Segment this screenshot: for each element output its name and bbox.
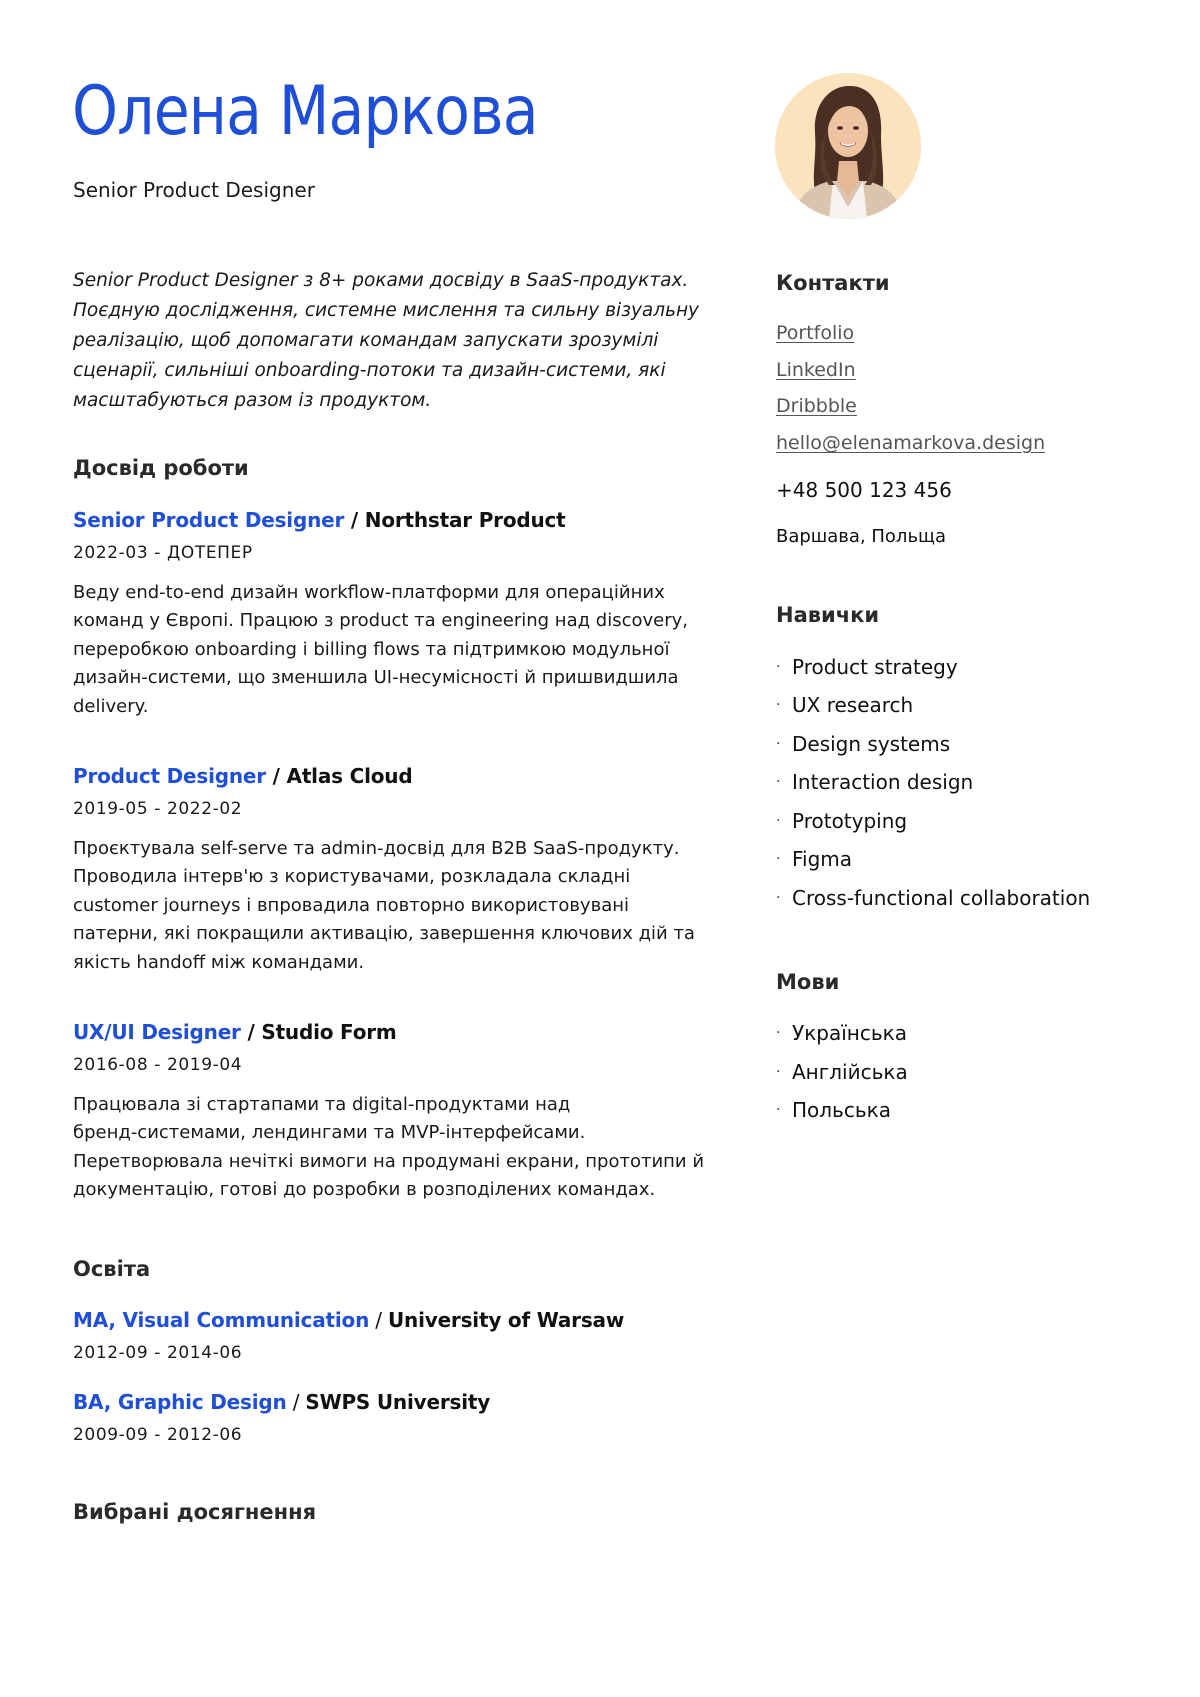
skill-label: Figma (792, 847, 853, 871)
profile-summary (73, 266, 713, 416)
skill-label: Product strategy (792, 655, 958, 679)
contacts-heading: Контакти (776, 271, 890, 295)
skill-label: Cross-functional collaboration (792, 886, 1091, 910)
bullet-icon: · (776, 1025, 781, 1041)
job-company: Atlas Cloud (286, 764, 413, 788)
desc-line: customer journeys і впровадила повторно використовувані (73, 894, 629, 916)
job-dates: 2022-03 - ДОТЕПЕР (73, 543, 253, 563)
education-dates: 2012-09 - 2014-06 (73, 1343, 243, 1363)
skills-heading: Навички (776, 603, 880, 627)
linkedin-link[interactable]: LinkedIn (776, 359, 856, 381)
education-title (73, 1308, 624, 1332)
job-title (73, 508, 566, 532)
edu-separator: / (369, 1308, 388, 1332)
job-company: Northstar Product (364, 508, 566, 532)
desc-line: переробкою onboarding і billing flows та підтримкою модульної (73, 638, 670, 660)
avatar-portrait-icon (775, 73, 921, 219)
desc-line: патерни, які покращили активацію, завершення ключових дій та (73, 923, 695, 945)
job-role: Senior Product Designer (73, 508, 345, 532)
job-description (73, 579, 723, 721)
bullet-icon: · (776, 697, 781, 713)
degree: BA, Graphic Design (73, 1390, 287, 1414)
summary-line: реалізацію, щоб допомагати командам запускати зрозумілі (73, 329, 659, 351)
skill-label: Design systems (792, 732, 951, 756)
skill-item (776, 886, 1090, 910)
job-role: UX/UI Designer (73, 1020, 241, 1044)
school: University of Warsaw (388, 1308, 625, 1332)
summary-line: масштабуються разом із продуктом. (73, 389, 432, 411)
school: SWPS University (305, 1390, 491, 1414)
bullet-icon: · (776, 890, 781, 906)
bullet-icon: · (776, 1064, 781, 1080)
summary-line: Senior Product Designer з 8+ роками досвіду в SaaS-продуктах. (73, 270, 689, 291)
education-heading: Освіта (73, 1257, 151, 1281)
education-title (73, 1390, 490, 1414)
language-item (776, 1060, 908, 1084)
dribbble-link[interactable]: Dribbble (776, 395, 857, 417)
summary-line: Поєдную дослідження, системне мислення та сильну візуальну (73, 299, 700, 321)
desc-line: Веду end-to-end дизайн workflow-платформи для операційних (73, 582, 665, 603)
job-dates: 2019-05 - 2022-02 (73, 799, 243, 819)
desc-line: Проводила інтерв'ю з користувачами, розкладала складні (73, 866, 631, 888)
desc-line: бренд-системами, лендингами та MVP-інтерфейсами. (73, 1122, 586, 1144)
job-separator: / (265, 764, 287, 788)
skill-label: Prototyping (792, 809, 908, 833)
desc-line: delivery. (73, 695, 149, 717)
job-separator: / (344, 508, 365, 532)
bullet-icon: · (776, 813, 781, 829)
achievements-heading: Вибрані досягнення (73, 1500, 317, 1524)
education-dates: 2009-09 - 2012-06 (73, 1425, 243, 1445)
job-role: Product Designer (73, 764, 266, 788)
job-description (73, 1091, 723, 1205)
bullet-icon: · (776, 1102, 781, 1118)
email-link[interactable]: hello@elenamarkova.design (776, 432, 1046, 454)
edu-separator: / (286, 1390, 306, 1414)
skill-item (776, 770, 973, 794)
avatar (775, 73, 921, 219)
language-label: Англійська (792, 1060, 908, 1084)
candidate-title: Senior Product Designer (73, 178, 315, 202)
desc-line: якість handoff між командами. (73, 951, 365, 973)
bullet-icon: · (776, 851, 781, 867)
bullet-icon: · (776, 774, 781, 790)
summary-line: сценарії, сильніші onboarding-потоки та дизайн-системи, які (73, 359, 666, 381)
languages-heading: Мови (776, 970, 840, 994)
job-title (73, 764, 412, 788)
language-item (776, 1098, 891, 1122)
language-label: Українська (792, 1021, 907, 1045)
skill-label: UX research (792, 693, 914, 717)
location: Варшава, Польща (776, 526, 947, 547)
job-title (73, 1020, 397, 1044)
bullet-icon: · (776, 736, 781, 752)
desc-line: Працювала зі стартапами та digital-продуктами над (73, 1094, 571, 1115)
desc-line: дизайн-системи, що зменшила UI-несумісності й пришвидшила (73, 667, 679, 689)
desc-line: Проєктувала self-serve та admin-досвід для B2B SaaS-продукту. (73, 838, 680, 859)
desc-line: Перетворювала нечіткі вимоги на продумані екрани, прототипи й (73, 1150, 705, 1172)
desc-line: документацію, готові до розробки в розподілених командах. (73, 1179, 656, 1201)
phone-number: +48 500 123 456 (776, 478, 952, 502)
job-description (73, 835, 723, 977)
candidate-name: Олена Маркова (72, 72, 538, 151)
degree: MA, Visual Communication (73, 1308, 370, 1332)
skill-label: Interaction design (792, 770, 974, 794)
job-company: Studio Form (261, 1020, 397, 1044)
skill-item (776, 809, 907, 833)
language-item (776, 1021, 907, 1045)
job-dates: 2016-08 - 2019-04 (73, 1055, 243, 1075)
language-label: Польська (792, 1098, 891, 1122)
experience-heading: Досвід роботи (73, 456, 249, 480)
desc-line: команд у Європі. Працюю з product та engineering над discovery, (73, 610, 688, 632)
portfolio-link[interactable]: Portfolio (776, 322, 855, 344)
skill-item (776, 847, 852, 871)
skill-item (776, 732, 950, 756)
bullet-icon: · (776, 659, 781, 675)
skill-item (776, 655, 958, 679)
job-separator: / (240, 1020, 262, 1044)
skill-item (776, 693, 913, 717)
